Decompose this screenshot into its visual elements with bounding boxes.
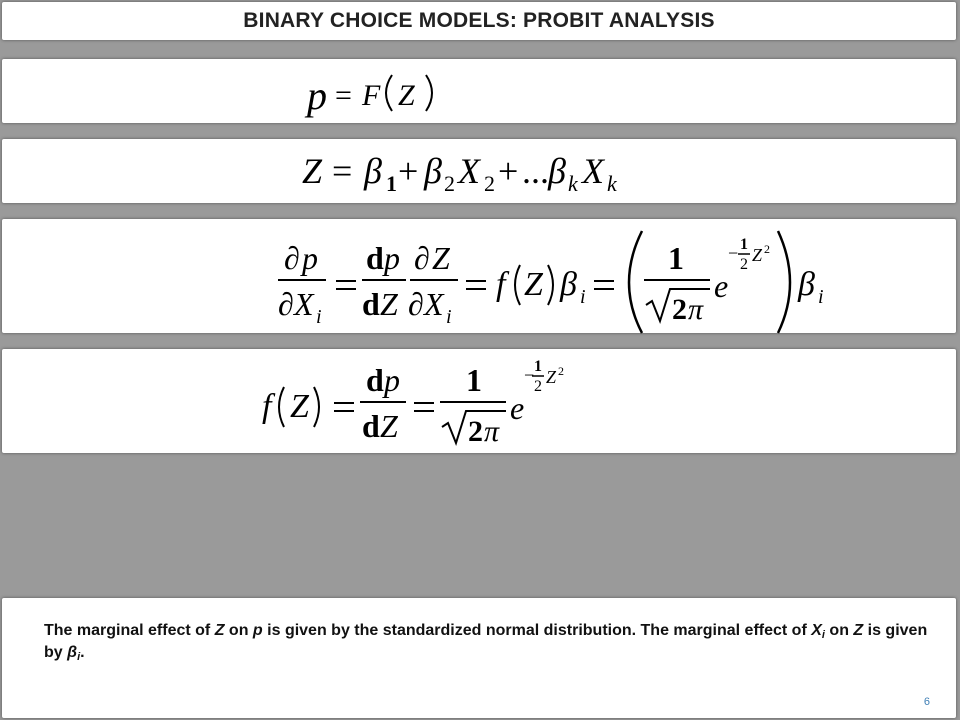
eq3-one: 1 <box>668 240 684 276</box>
caption-panel <box>2 598 956 718</box>
eq3-Z-den: Z <box>380 286 398 322</box>
eq3-beta-sub: i <box>580 286 586 308</box>
eq3-Z: Z <box>524 266 543 303</box>
title-panel <box>2 2 956 40</box>
eq3-beta: β <box>560 266 577 303</box>
eq2-beta1: β <box>364 151 382 191</box>
eq2-plus-2: + <box>498 151 519 191</box>
eq2-X2: X <box>458 151 480 191</box>
eq3-exp-minus: − <box>728 243 739 263</box>
caption-x: X <box>811 622 822 639</box>
eq3-exp-sq: 2 <box>764 242 770 256</box>
eq2-Xk: X <box>582 151 604 191</box>
eq1-p: p <box>307 73 327 118</box>
eq2-X2-sub: 2 <box>484 171 495 196</box>
eq3-partial-num: ∂ <box>284 240 300 276</box>
caption-i-sub-1: i <box>821 629 825 641</box>
eq3-exp-two: 2 <box>740 256 748 273</box>
eq2-Z: Z <box>302 151 323 191</box>
eq3-i-sub-1: i <box>316 306 322 328</box>
caption-z-1: Z <box>214 622 225 639</box>
eq4-left-paren <box>279 387 284 427</box>
eq2-Xk-sub: k <box>607 171 617 196</box>
eq1-left-paren <box>386 75 392 111</box>
eq3-exp-Z: Z <box>752 245 763 265</box>
caption-part-3: is given by the standardized normal distribution. The marginal effect of <box>262 622 812 639</box>
eq4-p-num: p <box>384 362 400 398</box>
caption-end: . <box>80 644 85 661</box>
eq4-exp-two: 2 <box>534 378 542 395</box>
eq1-right-paren <box>426 75 432 111</box>
eq3-f: f <box>496 266 506 303</box>
caption-part-4: on <box>824 622 854 639</box>
eq1-equals: = <box>335 79 352 112</box>
eq4-d-num: d <box>366 362 384 398</box>
eq3-big-left-paren <box>629 231 642 333</box>
eq3-fz-right-paren <box>548 265 553 305</box>
equation-panel-3 <box>2 219 956 333</box>
eq3-d-num: d <box>366 240 384 276</box>
eq2-ellipsis: ... <box>522 151 549 191</box>
eq3-fz-left-paren <box>515 265 520 305</box>
eq4-two: 2 <box>468 415 483 448</box>
eq3-two: 2 <box>672 293 687 326</box>
eq4-d-den: d <box>362 408 380 444</box>
eq4-exp-minus: − <box>524 365 535 385</box>
slide-title: BINARY CHOICE MODELS: PROBIT ANALYSIS <box>243 9 715 32</box>
eq1-F: F <box>362 79 381 112</box>
eq4-e: e <box>510 390 525 426</box>
equation-panel-2 <box>2 139 956 203</box>
eq3-partial-den-2: ∂ <box>408 286 424 322</box>
equation-1 <box>2 59 956 123</box>
eq3-exp-one: 1 <box>740 236 748 253</box>
eq2-plus-1: + <box>398 151 419 191</box>
eq3-pi: π <box>688 293 704 326</box>
caption-text <box>44 620 934 664</box>
eq4-exp-sq: 2 <box>558 364 564 378</box>
eq1-Z: Z <box>398 79 415 112</box>
eq3-p-num: p <box>302 240 318 276</box>
caption-p: p <box>252 622 263 639</box>
equation-panel-4 <box>2 349 956 453</box>
page-number: 6 <box>923 696 930 708</box>
eq4-Z: Z <box>290 388 309 425</box>
caption-i-sub-2: i <box>77 651 81 663</box>
eq3-Z-num: Z <box>432 240 450 276</box>
eq3-big-right-paren <box>778 231 790 333</box>
eq3-beta-2-sub: i <box>818 286 824 308</box>
eq2-beta2: β <box>424 151 442 191</box>
eq3-partial-num-2: ∂ <box>414 240 430 276</box>
eq4-exp-Z: Z <box>546 367 557 387</box>
caption-beta: β <box>67 644 78 661</box>
eq3-i-sub-2: i <box>446 306 452 328</box>
eq4-right-paren <box>314 387 319 427</box>
eq4-exp-one: 1 <box>534 358 542 375</box>
caption-part-1: The marginal effect of <box>44 622 215 639</box>
eq4-pi: π <box>484 415 500 448</box>
eq4-one: 1 <box>466 362 482 398</box>
eq3-X-den: X <box>294 286 314 322</box>
eq3-e: e <box>714 268 729 304</box>
caption-part-2: on <box>224 622 253 639</box>
equation-2 <box>2 139 956 203</box>
equation-4 <box>2 349 956 453</box>
caption-z-2: Z <box>853 622 864 639</box>
eq2-sub-1: 1 <box>386 171 397 196</box>
caption-part-5: is given by <box>44 622 928 661</box>
eq2-beta2-sub: 2 <box>444 171 455 196</box>
eq3-X-den-2: X <box>424 286 444 322</box>
eq2-equals: = <box>332 151 353 191</box>
equation-3 <box>2 219 956 333</box>
eq4-f: f <box>262 388 272 425</box>
eq2-betak-sub: k <box>568 171 578 196</box>
eq2-betak: β <box>548 151 566 191</box>
eq4-Z-den: Z <box>380 408 398 444</box>
eq3-p-num-2: p <box>384 240 400 276</box>
eq3-partial-den: ∂ <box>278 286 294 322</box>
equation-panel-1 <box>2 59 956 123</box>
eq3-beta-2: β <box>798 266 815 303</box>
eq3-d-den: d <box>362 286 380 322</box>
